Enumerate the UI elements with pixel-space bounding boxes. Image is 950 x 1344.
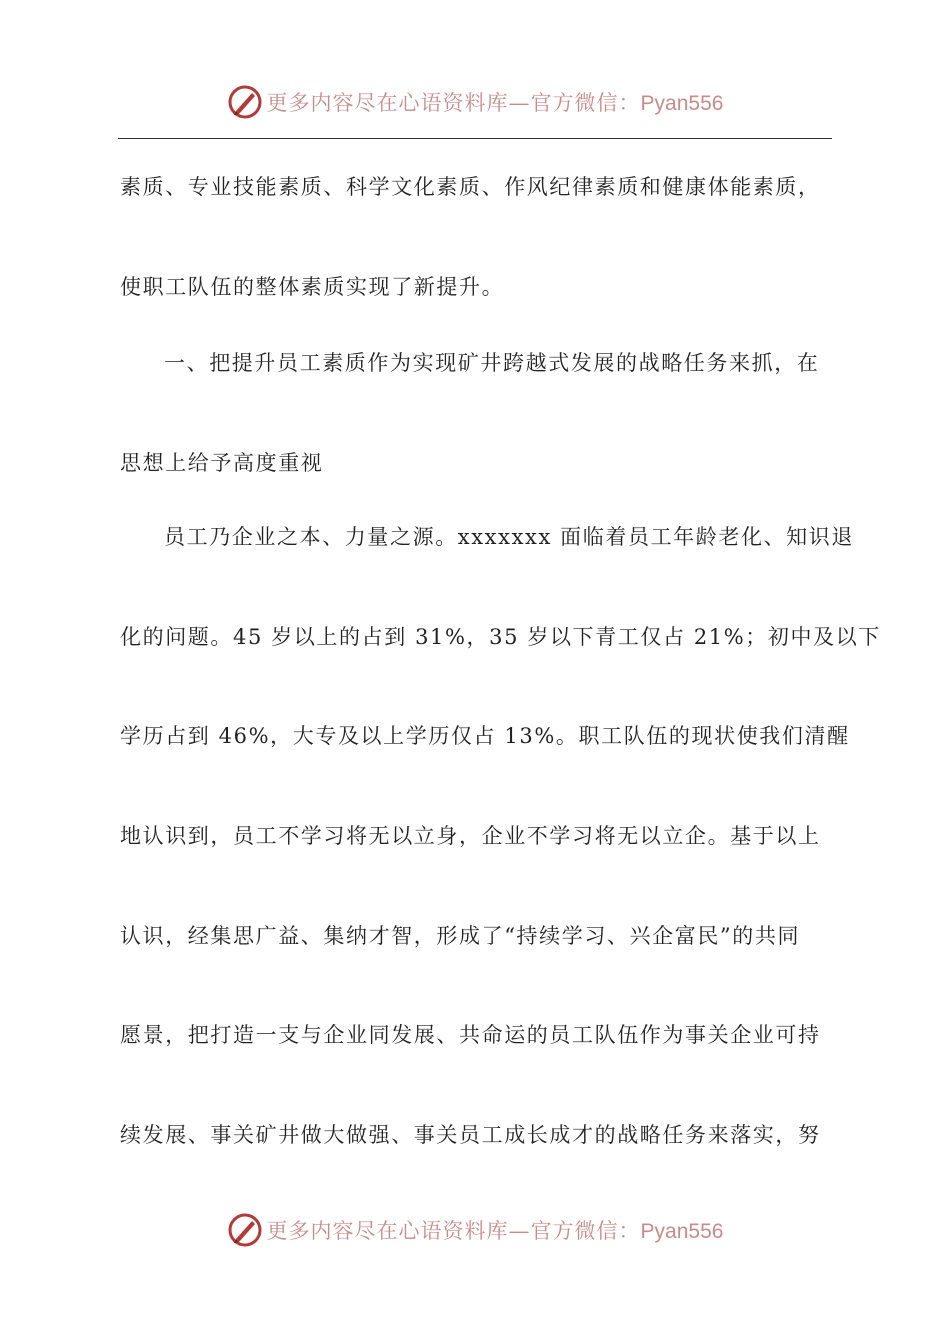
body-line: 员工乃企业之本、力量之源。xxxxxxx 面临着员工年龄老化、知识退	[164, 525, 854, 549]
banner-caption: 更多内容尽在心语资料库—官方微信：	[266, 91, 641, 115]
banner-caption: 更多内容尽在心语资料库—官方微信：	[266, 1219, 641, 1243]
banner-wechat-id: Pyan556	[640, 92, 724, 115]
banner-text	[267, 1215, 724, 1245]
pen-logo-icon	[227, 1212, 263, 1248]
section-heading-line: 一、把提升员工素质作为实现矿井跨越式发展的战略任务来抓，在	[164, 351, 820, 375]
footer-banner	[0, 1208, 950, 1252]
header-banner	[0, 80, 950, 124]
header-divider	[118, 138, 832, 139]
banner-text	[267, 87, 724, 117]
body-line: 认识，经集思广益、集纳才智，形成了“持续学习、兴企富民”的共同	[120, 924, 801, 948]
banner-wechat-id: Pyan556	[640, 1220, 724, 1243]
pen-logo-icon	[227, 84, 263, 120]
body-line: 愿景，把打造一支与企业同发展、共命运的员工队伍作为事关企业可持	[120, 1023, 821, 1047]
body-line: 使职工队伍的整体素质实现了新提升。	[120, 275, 505, 299]
section-heading-line: 思想上给予高度重视	[120, 451, 324, 475]
body-line: 化的问题。45 岁以上的占到 31%，35 岁以下青工仅占 21%；初中及以下	[120, 625, 881, 649]
body-line: 续发展、事关矿井做大做强、事关员工成长成才的战略任务来落实，努	[120, 1123, 821, 1147]
body-line: 素质、专业技能素质、科学文化素质、作风纪律素质和健康体能素质，	[120, 175, 821, 199]
body-line: 学历占到 46%，大专及以上学历仅占 13%。职工队伍的现状使我们清醒	[120, 724, 850, 748]
body-line: 地认识到，员工不学习将无以立身，企业不学习将无以立企。基于以上	[120, 824, 821, 848]
